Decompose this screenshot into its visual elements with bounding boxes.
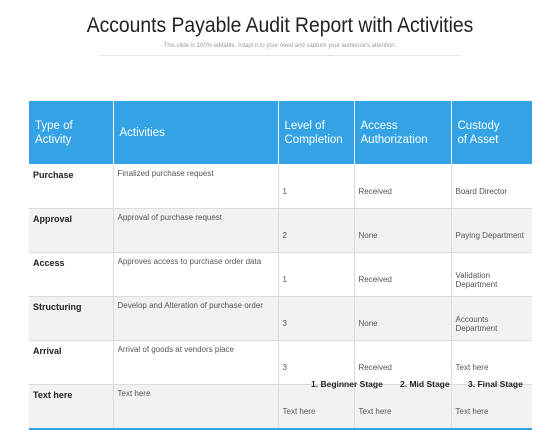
authorization-cell: None bbox=[354, 209, 451, 253]
audit-table bbox=[29, 101, 532, 430]
type-cell: Access bbox=[29, 253, 113, 297]
title-divider bbox=[100, 55, 460, 56]
legend-mid-stage: 2. Mid Stage bbox=[400, 379, 450, 389]
type-cell: Structuring bbox=[29, 297, 113, 341]
header-level-of-completion: Level of Completion bbox=[278, 101, 354, 165]
completion-cell: 3 bbox=[278, 341, 354, 385]
activity-cell: Finalized purchase request bbox=[113, 165, 278, 209]
custody-cell: Accounts Department bbox=[451, 297, 532, 341]
activity-cell: Approval of purchase request bbox=[113, 209, 278, 253]
table-row bbox=[29, 297, 532, 341]
activity-cell: Develop and Alteration of purchase order bbox=[113, 297, 278, 341]
authorization-cell: Received bbox=[354, 253, 451, 297]
header-activities: Activities bbox=[113, 101, 278, 165]
table-header-row bbox=[29, 101, 532, 165]
custody-cell: Board Director bbox=[451, 165, 532, 209]
completion-cell: 2 bbox=[278, 209, 354, 253]
page-title: Accounts Payable Audit Report with Activities bbox=[86, 14, 474, 37]
page-subtitle: This slide is 100% editable. Adapt it to your need and capture your audience's attention. bbox=[163, 43, 397, 49]
completion-cell: 1 bbox=[278, 165, 354, 209]
authorization-cell: Received bbox=[354, 165, 451, 209]
authorization-cell: None bbox=[354, 297, 451, 341]
legend-beginner-stage: 1. Beginner Stage bbox=[311, 379, 383, 389]
table-row bbox=[29, 209, 532, 253]
custody-cell: Text here bbox=[451, 385, 532, 430]
header-type-of-activity: Type of Activity bbox=[29, 101, 113, 165]
custody-cell: Paying Department bbox=[451, 209, 532, 253]
authorization-cell: Received bbox=[354, 341, 451, 385]
activity-cell: Arrival of goods at vendors place bbox=[113, 341, 278, 385]
authorization-cell: Text here bbox=[354, 385, 451, 430]
activity-cell: Approves access to purchase order data bbox=[113, 253, 278, 297]
activity-cell: Text here bbox=[113, 385, 278, 430]
completion-cell: 1 bbox=[278, 253, 354, 297]
header-custody-of-asset: Custody of Asset bbox=[451, 101, 532, 165]
table-row bbox=[29, 341, 532, 385]
completion-cell: 3 bbox=[278, 297, 354, 341]
custody-cell: Validation Department bbox=[451, 253, 532, 297]
table-row bbox=[29, 165, 532, 209]
legend-final-stage: 3. Final Stage bbox=[468, 379, 523, 389]
custody-cell: Text here bbox=[451, 341, 532, 385]
type-cell: Text here bbox=[29, 385, 113, 430]
type-cell: Arrival bbox=[29, 341, 113, 385]
header-access-authorization: Access Authorization bbox=[354, 101, 451, 165]
type-cell: Approval bbox=[29, 209, 113, 253]
type-cell: Purchase bbox=[29, 165, 113, 209]
table-row bbox=[29, 385, 532, 430]
table-row bbox=[29, 253, 532, 297]
completion-cell: Text here bbox=[278, 385, 354, 430]
